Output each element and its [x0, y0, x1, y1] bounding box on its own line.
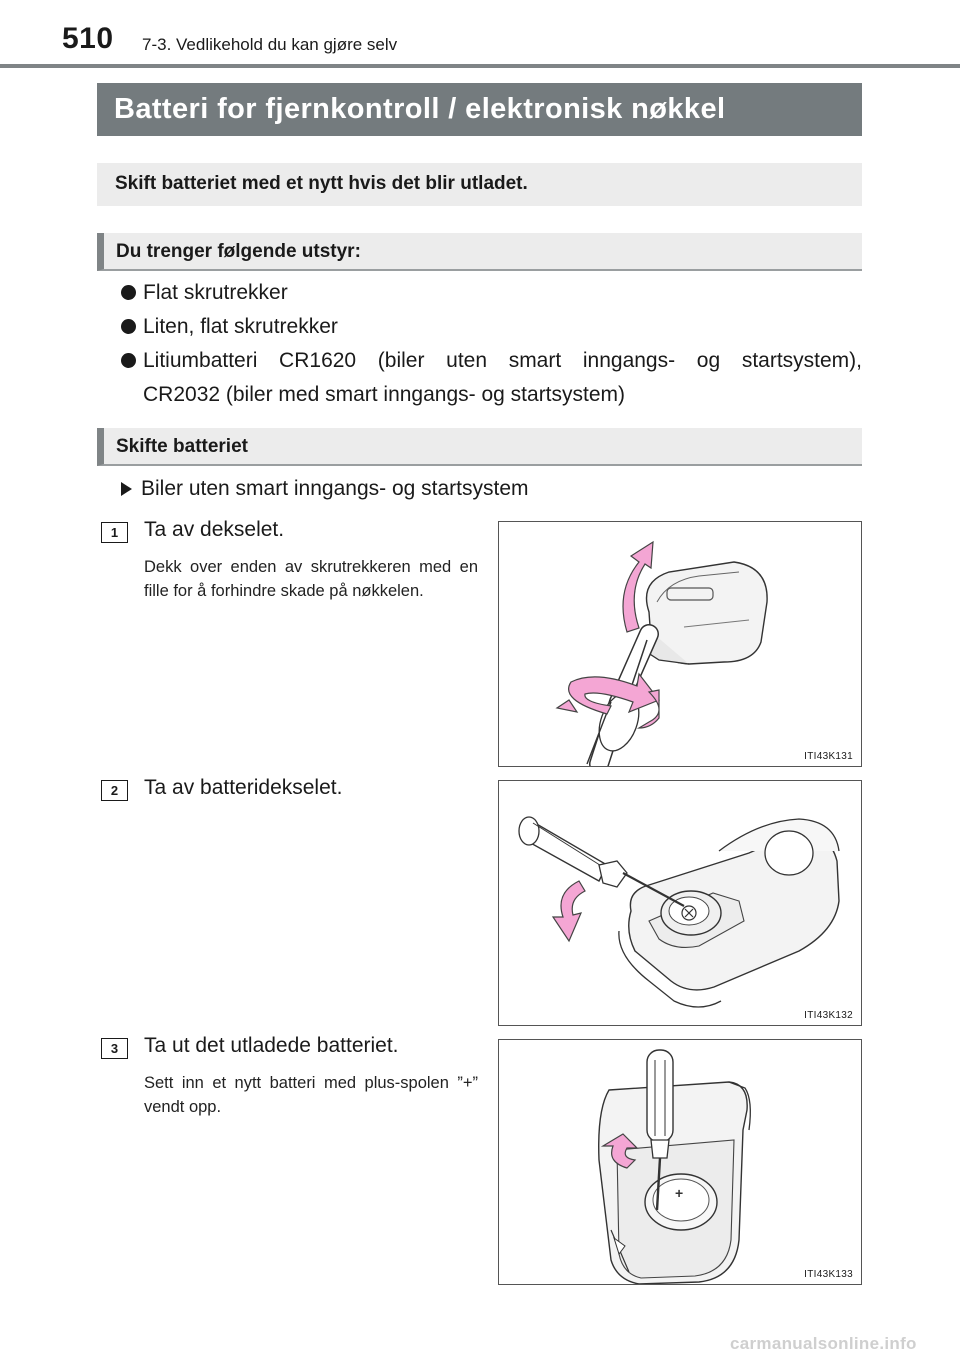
header-rule [0, 64, 960, 68]
step-number: 1 [101, 522, 128, 543]
figure-remove-cover [498, 521, 862, 767]
step-note: Sett inn et nytt batteri med plus-spolen ”+” vendt opp. [144, 1074, 478, 1116]
figure-code: ITI43K133 [804, 1269, 853, 1280]
figure-code: ITI43K131 [804, 751, 853, 762]
figure-code: ITI43K132 [804, 1010, 853, 1021]
step-note: Dekk over enden av skrutrekkeren med en fille for å forhindre skade på nøkkelen. [144, 558, 478, 600]
step-text: Ta av batteridekselet. [144, 776, 343, 799]
replace-heading: Skifte batteriet [116, 436, 248, 457]
equipment-heading: Du trenger følgende utstyr: [116, 241, 361, 262]
bullet-icon [121, 319, 136, 334]
lead-bar [97, 163, 862, 206]
page-title: Batteri for fjernkontroll / elektronisk nøkkel [114, 93, 726, 125]
step-text: Ta ut det utladede batteriet. [144, 1034, 399, 1057]
bullet-icon [121, 353, 136, 368]
page-title-bar [97, 83, 862, 136]
step-number: 3 [101, 1038, 128, 1059]
figure-remove-battery-cover [498, 780, 862, 1026]
replace-heading-bar [97, 428, 862, 466]
watermark: carmanualsonline.info [730, 1334, 917, 1353]
subsection-title: Biler uten smart inngangs- og startsystem [121, 477, 529, 501]
step-text: Ta av dekselet. [144, 518, 285, 541]
page-number: 510 [62, 22, 114, 55]
equipment-heading-bar [97, 233, 862, 271]
equipment-item: Litiumbatteri CR1620 (biler uten smart inngangs- og startsystem), CR2032 (biler med smart inngangs- og startsystem) [121, 344, 862, 412]
triangle-bullet-icon [121, 482, 132, 496]
step-number: 2 [101, 780, 128, 801]
bullet-icon [121, 285, 136, 300]
key-cover-illustration [499, 522, 862, 767]
equipment-item: Flat skrutrekker [121, 276, 288, 310]
battery-removal-illustration [499, 1040, 862, 1285]
battery-plus-mark: + [675, 1185, 684, 1201]
figure-remove-battery [498, 1039, 862, 1285]
battery-cover-illustration [499, 781, 862, 1026]
lead-text: Skift batteriet med et nytt hvis det blir utladet. [115, 173, 528, 194]
section-title: 7-3. Vedlikehold du kan gjøre selv [142, 35, 398, 54]
equipment-item: Liten, flat skrutrekker [121, 310, 338, 344]
